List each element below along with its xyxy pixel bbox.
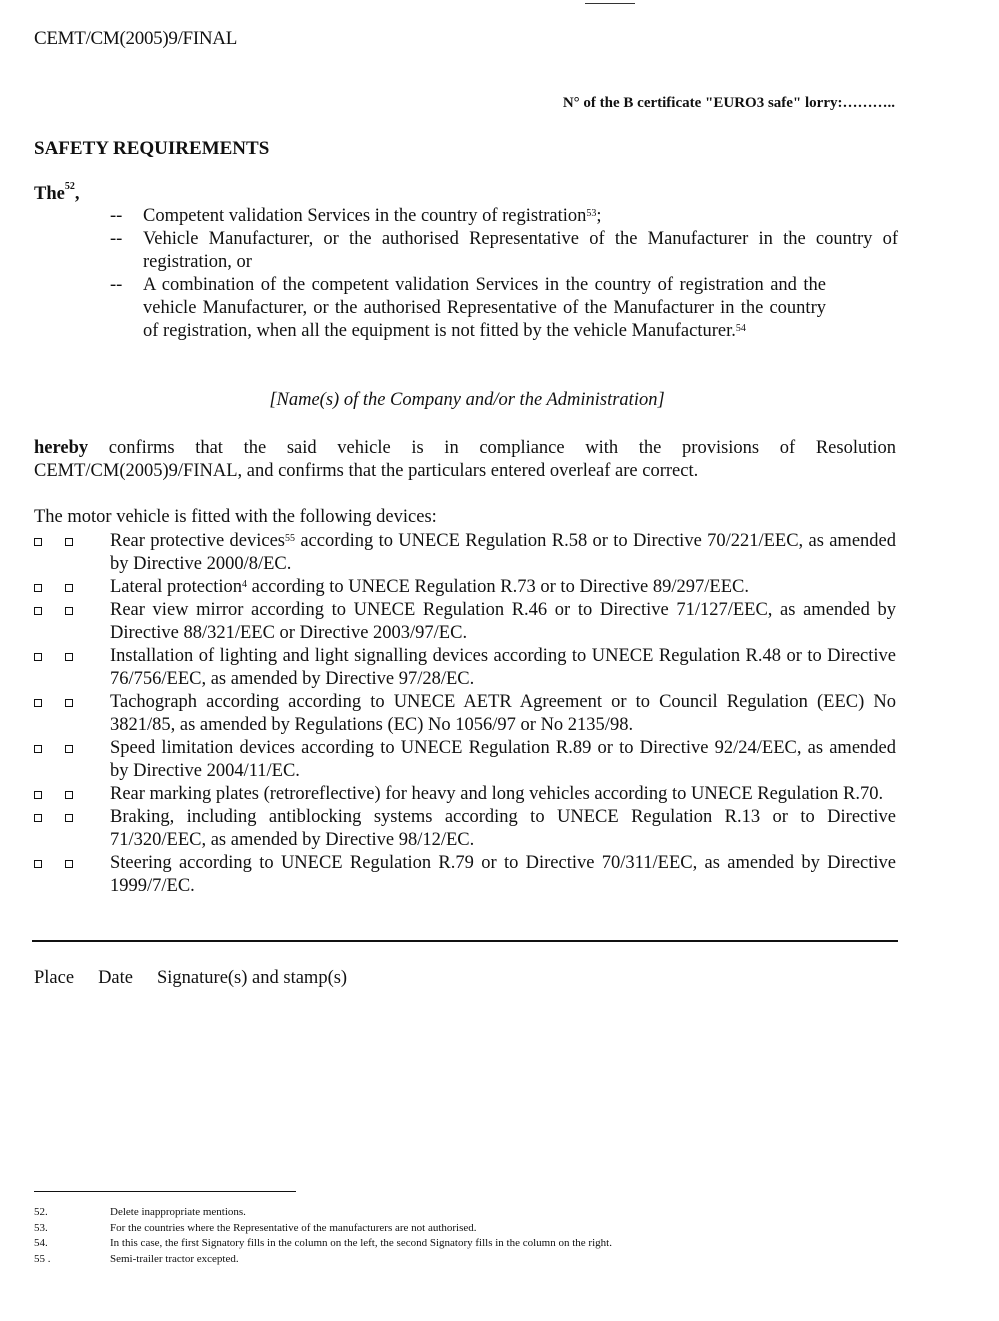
device-item (34, 645, 896, 691)
device-item (34, 691, 896, 737)
checkbox-left[interactable] (34, 584, 42, 592)
footnote (34, 1205, 934, 1221)
checkbox-right[interactable] (65, 584, 73, 592)
device-item (34, 852, 896, 898)
checkbox-right[interactable] (65, 653, 73, 661)
device-item (34, 737, 896, 783)
footnote-number: 54. (34, 1237, 48, 1249)
footnote-number: 52. (34, 1206, 48, 1218)
document-reference: CEMT/CM(2005)9/FINAL (34, 28, 238, 49)
footnote-text: Semi-trailer tractor excepted. (110, 1252, 239, 1265)
intro-word: The (34, 184, 65, 204)
checkbox-right[interactable] (65, 791, 73, 799)
checkbox-right[interactable] (65, 607, 73, 615)
devices-list (34, 530, 896, 898)
section-title: SAFETY REQUIREMENTS (34, 138, 270, 159)
footnote-text: For the countries where the Representative of the manufacturers are not authorised. (110, 1221, 477, 1234)
place-label: Place (34, 968, 75, 988)
footnote-text: In this case, the first Signatory fills in the column on the left, the second Signatory fills in the column on the right. (110, 1237, 612, 1249)
checkbox-right[interactable] (65, 814, 73, 822)
intro-line (34, 181, 80, 205)
dash-bullet: -- (110, 275, 123, 295)
checkbox-right[interactable] (65, 538, 73, 546)
footnote-number: 53. (34, 1221, 48, 1234)
confirm-lead: hereby (34, 438, 89, 458)
footnote-text: Delete inappropriate mentions. (110, 1206, 246, 1218)
device-text: Installation of lighting and light signalling devices according to UNECE Regulation R.48 or to Directive 76/756/EEC, as amended by Directive 97/28/EC. (110, 646, 896, 689)
checkbox-left[interactable] (34, 860, 42, 868)
device-item (34, 599, 896, 645)
signature-label: Signature(s) and stamp(s) (157, 968, 348, 988)
top-rule (585, 3, 635, 4)
device-item (34, 530, 896, 576)
option-text: A combination of the competent validation Services in the country of registration and the vehicle Manufacturer, or the authorised Representative of the Manufacturer in the country of registration, when all the equipment is not fitted by the vehicle Manufacturer.$^{54}$ (143, 275, 826, 341)
checkbox-left[interactable] (34, 607, 42, 615)
date-label: Date (98, 968, 133, 988)
footnotes (34, 1205, 934, 1267)
confirmation-paragraph (34, 437, 896, 483)
signature-row (34, 968, 371, 989)
company-name-placeholder: [Name(s) of the Company and/or the Administration] (269, 390, 665, 410)
checkbox-right[interactable] (65, 699, 73, 707)
checkbox-left[interactable] (34, 653, 42, 661)
device-text: Steering according to UNECE Regulation R.79 or to Directive 70/311/EEC, as amended by Directive 1999/7/EC. (110, 853, 896, 896)
footnote-ref-4: 4 (242, 579, 248, 590)
checkbox-left[interactable] (34, 791, 42, 799)
option-text: Competent validation Services in the country of registration$^{53}$; (143, 206, 602, 226)
device-item (34, 806, 896, 852)
device-item (34, 783, 896, 806)
footnote-rule (34, 1191, 296, 1192)
checkbox-left[interactable] (34, 814, 42, 822)
option-text: Vehicle Manufacturer, or the authorised Representative of the Manufacturer in the country of registration, or (143, 229, 898, 272)
device-text: Braking, including antiblocking systems according to UNECE Regulation R.13 or to Directive 71/320/EEC, as amended by Directive 98/12/EC. (110, 807, 896, 850)
checkbox-left[interactable] (34, 745, 42, 753)
footnote-ref-55: 55 (285, 533, 295, 544)
device-text: Speed limitation devices according to UNECE Regulation R.89 or to Directive 92/24/EEC, as amended by Directive 2004/11/EC. (110, 738, 896, 781)
signatory-options-list (110, 205, 898, 343)
list-item (110, 228, 898, 274)
checkbox-left[interactable] (34, 538, 42, 546)
certificate-number-line: N° of the B certificate "EURO3 safe" lorry:……….. (562, 95, 895, 111)
footnote (34, 1252, 934, 1268)
device-text: Lateral protection$^4$ according to UNECE Regulation R.73 or to Directive 89/297/EEC. (110, 577, 749, 597)
dash-bullet: -- (110, 229, 123, 249)
devices-intro: The motor vehicle is fitted with the following devices: (34, 507, 437, 527)
list-item (110, 274, 898, 343)
footnote (34, 1221, 934, 1237)
device-text: Rear marking plates (retroreflective) for heavy and long vehicles according to UNECE Regulation R.70. (110, 784, 884, 804)
device-item (34, 576, 896, 599)
device-text: Rear protective devices$^{55}$ according to UNECE Regulation R.58 or to Directive 70/221/EEC, as amended by Directive 2000/8/EC. (110, 531, 896, 574)
footnote-ref-52: 52 (64, 181, 75, 192)
footnote-ref-53: 53 (586, 208, 597, 219)
footnote-ref-54: 54 (735, 323, 746, 334)
device-text: Tachograph according according to UNECE AETR Agreement or to Council Regulation (EEC) No 3821/85, as amended by Regulations (EC) No 1056/97 or No 2135/98. (110, 692, 896, 735)
confirm-text: confirms that the said vehicle is in compliance with the provisions of Resolution CEMT/CM(2005)9/FINAL, and confirms that the particulars entered overleaf are correct. (34, 438, 896, 481)
intro-punct: , (74, 184, 80, 204)
footnote (34, 1236, 934, 1252)
checkbox-right[interactable] (65, 860, 73, 868)
device-text: Rear view mirror according to UNECE Regulation R.46 or to Directive 71/127/EEC, as amended by Directive 88/321/EEC or Directive 2003/97/EC. (110, 600, 896, 643)
list-item (110, 205, 898, 228)
separator-line (32, 940, 898, 942)
checkbox-left[interactable] (34, 699, 42, 707)
checkbox-right[interactable] (65, 745, 73, 753)
dash-bullet: -- (110, 206, 123, 226)
footnote-number: 55 . (34, 1252, 51, 1265)
